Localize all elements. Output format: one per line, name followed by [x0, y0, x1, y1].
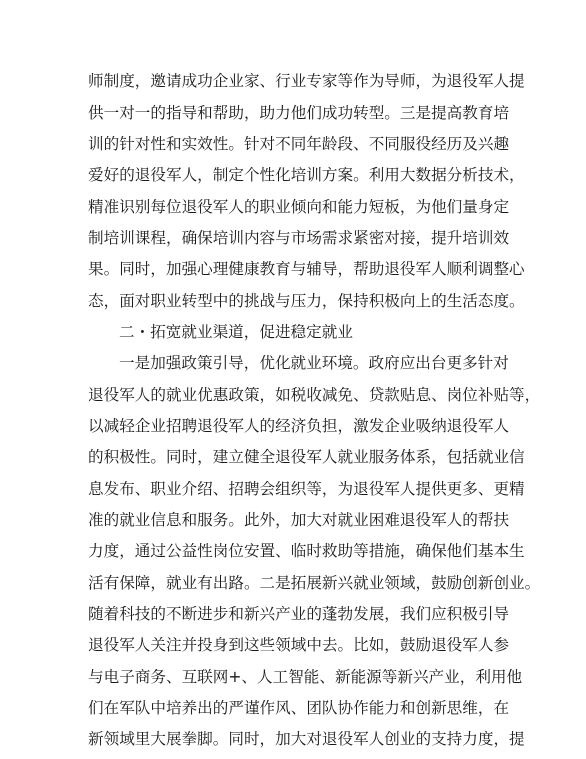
- paragraph-line: 息发布、职业介绍、招聘会组织等，为退役军人提供更多、更精: [88, 480, 525, 498]
- paragraph-line: 与电子商务、互联网+、人工智能、新能源等新兴产业，利用他: [88, 668, 523, 686]
- paragraph-line: 爱好的退役军人，制定个性化培训方案。利用大数据分析技术，: [88, 166, 525, 184]
- paragraph-line: 准的就业信息和服务。此外，加大对就业困难退役军人的帮扶: [88, 511, 510, 529]
- paragraph-line: 以减轻企业招聘退役军人的经济负担，激发企业吸纳退役军人: [88, 417, 510, 435]
- paragraph-line: 精准识别每位退役军人的职业倾向和能力短板，为他们量身定: [88, 198, 510, 216]
- paragraph-line: 新领域里大展拳脚。同时，加大对退役军人创业的支持力度，提: [88, 730, 525, 748]
- paragraph-line: 一是加强政策引导，优化就业环境。政府应出台更多针对: [119, 354, 509, 372]
- paragraph-line: 的积极性。同时，建立健全退役军人就业服务体系，包括就业信: [88, 448, 525, 466]
- paragraph-line: 训的针对性和实效性。针对不同年龄段、不同服役经历及兴趣: [88, 135, 510, 153]
- section-heading: 二・拓宽就业渠道，促进稳定就业: [119, 323, 353, 341]
- paragraph-line: 态，面对职业转型中的挑战与压力，保持积极向上的生活态度。: [88, 292, 525, 310]
- paragraph-line: 供一对一的指导和帮助，助力他们成功转型。三是提高教育培: [88, 104, 510, 122]
- paragraph-line: 们在军队中培养出的严谨作风、团队协作能力和创新思维，在: [88, 699, 510, 717]
- paragraph-line: 力度，通过公益性岗位安置、临时救助等措施，确保他们基本生: [88, 542, 525, 560]
- paragraph-line: 退役军人的就业优惠政策，如税收减免、贷款贴息、岗位补贴等，: [88, 386, 541, 404]
- paragraph-line: 果。同时，加强心理健康教育与辅导，帮助退役军人顺利调整心: [88, 260, 525, 278]
- paragraph-line: 师制度，邀请成功企业家、行业专家等作为导师，为退役军人提: [88, 72, 525, 90]
- paragraph-line: 制培训课程，确保培训内容与市场需求紧密对接，提升培训效: [88, 229, 510, 247]
- paragraph-line: 退役军人关注并投身到这些领域中去。比如，鼓励退役军人参: [88, 636, 510, 654]
- paragraph-line: 活有保障，就业有出路。二是拓展新兴就业领域，鼓励创新创业。: [88, 574, 541, 592]
- paragraph-line: 随着科技的不断进步和新兴产业的蓬勃发展，我们应积极引导: [88, 605, 510, 623]
